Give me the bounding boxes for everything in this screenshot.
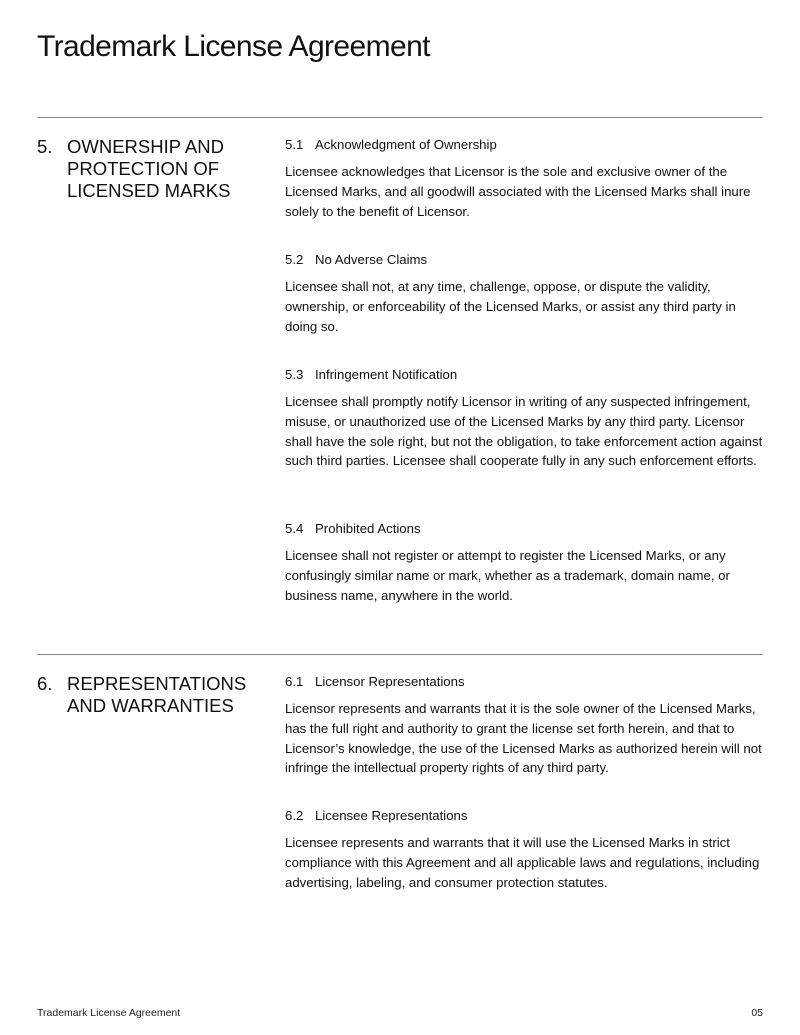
clause-heading (285, 366, 767, 383)
section-number: 6. (37, 673, 53, 694)
clause-title: Acknowledgment of Ownership (315, 137, 497, 152)
clause-heading (285, 136, 767, 153)
section-divider (37, 654, 763, 655)
clause (285, 520, 767, 605)
section-divider (37, 117, 763, 118)
clause-title: No Adverse Claims (315, 252, 428, 267)
clause (285, 366, 767, 471)
clause-title: Licensee Representations (315, 808, 468, 823)
clause (285, 136, 767, 221)
clause-title: Licensor Representations (315, 674, 465, 689)
document-title: Trademark License Agreement (37, 30, 430, 63)
clause (285, 251, 767, 336)
clause-number: 5.2 (285, 252, 304, 267)
clause-heading (285, 807, 767, 824)
section-title: OWNERSHIP AND PROTECTION OF LICENSED MARKS (67, 136, 231, 201)
clause-number: 5.4 (285, 521, 304, 536)
clause-number: 5.1 (285, 137, 304, 152)
page-number: 05 (751, 1007, 763, 1019)
section-heading (37, 136, 262, 202)
clause-number: 6.2 (285, 808, 304, 823)
clause-text: Licensee acknowledges that Licensor is the sole and exclusive owner of the Licensed Marks, and all goodwill associated with the Licensed Marks shall inure solely to the benefit of Licensor. (285, 164, 751, 219)
clause-text: Licensee shall promptly notify Licensor in writing of any suspected infringement, misuse, or unauthorized use of the Licensed Marks by any third party. Licensor shall have the sole right, but not the obligation, to take enforcement action against such third parties. Licensee shall cooperate fully in any such enforcement efforts. (285, 394, 763, 469)
clause-title: Infringement Notification (315, 367, 458, 382)
clause-number: 6.1 (285, 674, 304, 689)
clause (285, 673, 767, 778)
clause-text: Licensee shall not, at any time, challenge, oppose, or dispute the validity, ownership, or enforceability of the Licensed Marks, or assist any third party in doing so. (285, 279, 736, 334)
clause-heading (285, 673, 767, 690)
section-title: REPRESENTATIONS AND WARRANTIES (67, 673, 247, 716)
section-number: 5. (37, 136, 53, 157)
footer-document-title: Trademark License Agreement (37, 1007, 181, 1019)
clause-text: Licensor represents and warrants that it is the sole owner of the Licensed Marks, has the full right and authority to grant the license set forth herein, and that to Licensor’s knowledge, the use of the Licensed Marks as authorized herein will not infringe the intellectual property rights of any third party. (285, 701, 762, 776)
clause-number: 5.3 (285, 367, 304, 382)
clause-text: Licensee represents and warrants that it will use the Licensed Marks in strict compliance with this Agreement and all applicable laws and regulations, including advertising, labeling, and consumer protection statutes. (285, 835, 760, 890)
clause (285, 807, 767, 892)
clause-heading (285, 520, 767, 537)
clause-title: Prohibited Actions (315, 521, 421, 536)
clause-heading (285, 251, 767, 268)
section-heading (37, 673, 262, 717)
clause-text: Licensee shall not register or attempt to register the Licensed Marks, or any confusingly similar name or mark, whether as a trademark, domain name, or business name, anywhere in the world. (285, 548, 730, 603)
